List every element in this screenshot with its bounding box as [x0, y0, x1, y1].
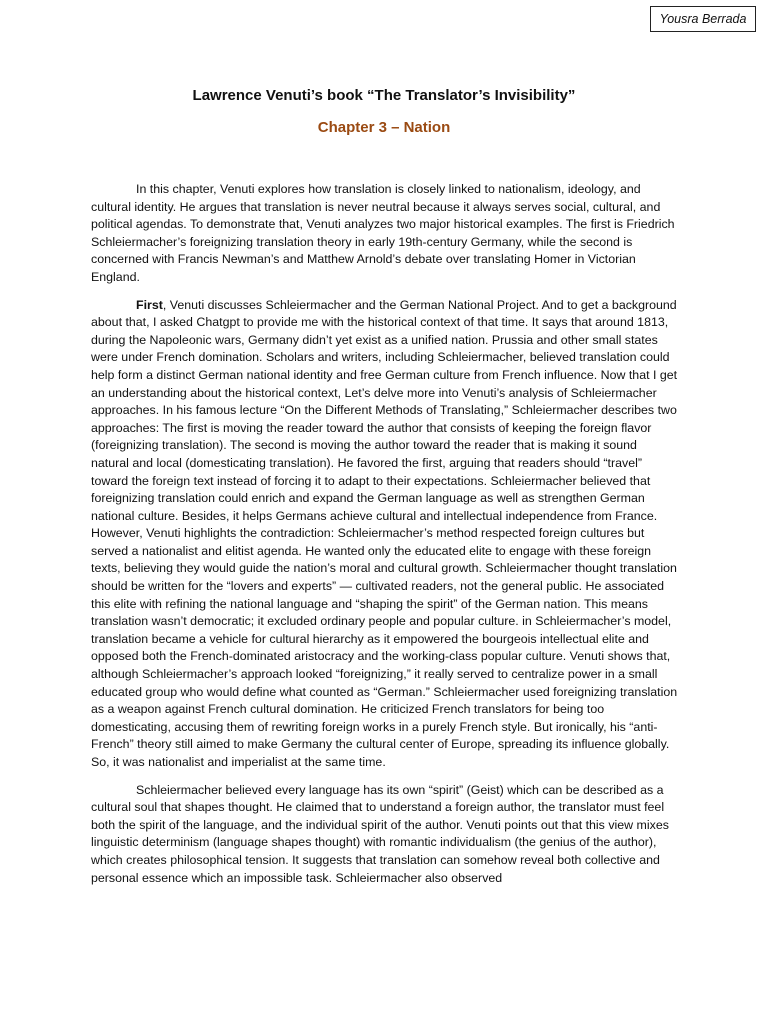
paragraph-lead-word: First [136, 297, 163, 312]
document-body [91, 181, 678, 897]
paragraph-language-spirit [91, 782, 678, 888]
chapter-subtitle: Chapter 3 – Nation [317, 119, 451, 136]
paragraph-intro [91, 181, 678, 287]
paragraph-text: , Venuti discusses Schleiermacher and the German National Project. And to get a background about that, I asked Chatgpt to provide me with the historical context of that time. It says that around 1813, during the Napoleonic wars, Germany didn’t yet exist as a unified nation. Prussia and other small states were under French domination. Scholars and writers, including Schleiermacher, believed translation could help form a distinct German national identity and free German culture from French influence. Now that I get an understanding about the historical context, Let’s delve more into Venuti’s analysis of Schleiermacher approaches. In his famous lecture “On the Different Methods of Translating,” Schleiermacher describes two approaches: The first is moving the reader toward the author that consists of keeping the foreign flavor (foreignizing translation). The second is moving the author toward the reader that is making it sound natural and local (domesticating translation). He favored the first, arguing that readers should “travel” toward the foreign text instead of forcing it to adapt to their expectations. Schleiermacher believed that foreignizing translation could enrich and expand the German language as well as strengthen German national culture. Besides, it helps Germans achieve cultural and intellectual independence from France. However, Venuti highlights the contradiction: Schleiermacher’s method respected foreign cultures but served a nationalist and elitist agenda. He wanted only the educated elite to engage with these foreign texts, believing they would guide the nation’s moral and cultural growth. Schleiermacher thought translation should be written for the “lovers and experts” — cultivated readers, not the general public. He associated this elite with refining the national language and “shaping the spirit” of the German nation. This means translation wasn’t democratic; it excluded ordinary people and popular culture. in Schleiermacher’s model, translation became a vehicle for cultural hierarchy as it empowered the bourgeois intellectual elite and opposed both the French-dominated aristocracy and the working-class popular culture. Venuti shows that, although Schleiermacher’s approach looked “foreignizing,” it really served to centralize power in a small educated group who would define what counted as “German.” Schleiermacher used foreignizing translation as a weapon against French cultural domination. He criticized French translators for being too domesticating, accusing them of rewriting foreign works in a purely French style. But ironically, his “anti-French” theory still aimed to make Germany the cultural center of Europe, spreading its influence globally. So, it was nationalist and imperialist at the same time. [91, 297, 678, 769]
document-title: Lawrence Venuti’s book “The Translator’s Invisibility” [192, 87, 576, 104]
author-name-box: Yousra Berrada [650, 6, 756, 32]
paragraph-text: Schleiermacher believed every language has its own “spirit” (Geist) which can be described as a cultural soul that shapes thought. He claimed that to understand a foreign author, the translator must feel both the spirit of the language, and the individual spirit of the author. Venuti points out that this view mixes linguistic determinism (language shapes thought) with romantic individualism (the genius of the author), which creates philosophical tension. It suggests that translation can somehow reveal both collective and personal essence which an impossible task. Schleiermacher also observed [91, 782, 669, 885]
paragraph-text: In this chapter, Venuti explores how translation is closely linked to nationalism, ideology, and cultural identity. He argues that translation is never neutral because it always serves social, cultural, and political agendas. To demonstrate that, Venuti analyzes two major historical examples. The first is Friedrich Schleiermacher’s foreignizing translation theory in early 19th-century Germany, while the second is concerned with Francis Newman’s and Matthew Arnold’s debate over translating Homer in Victorian England. [91, 182, 675, 284]
paragraph-schleiermacher [91, 297, 678, 772]
